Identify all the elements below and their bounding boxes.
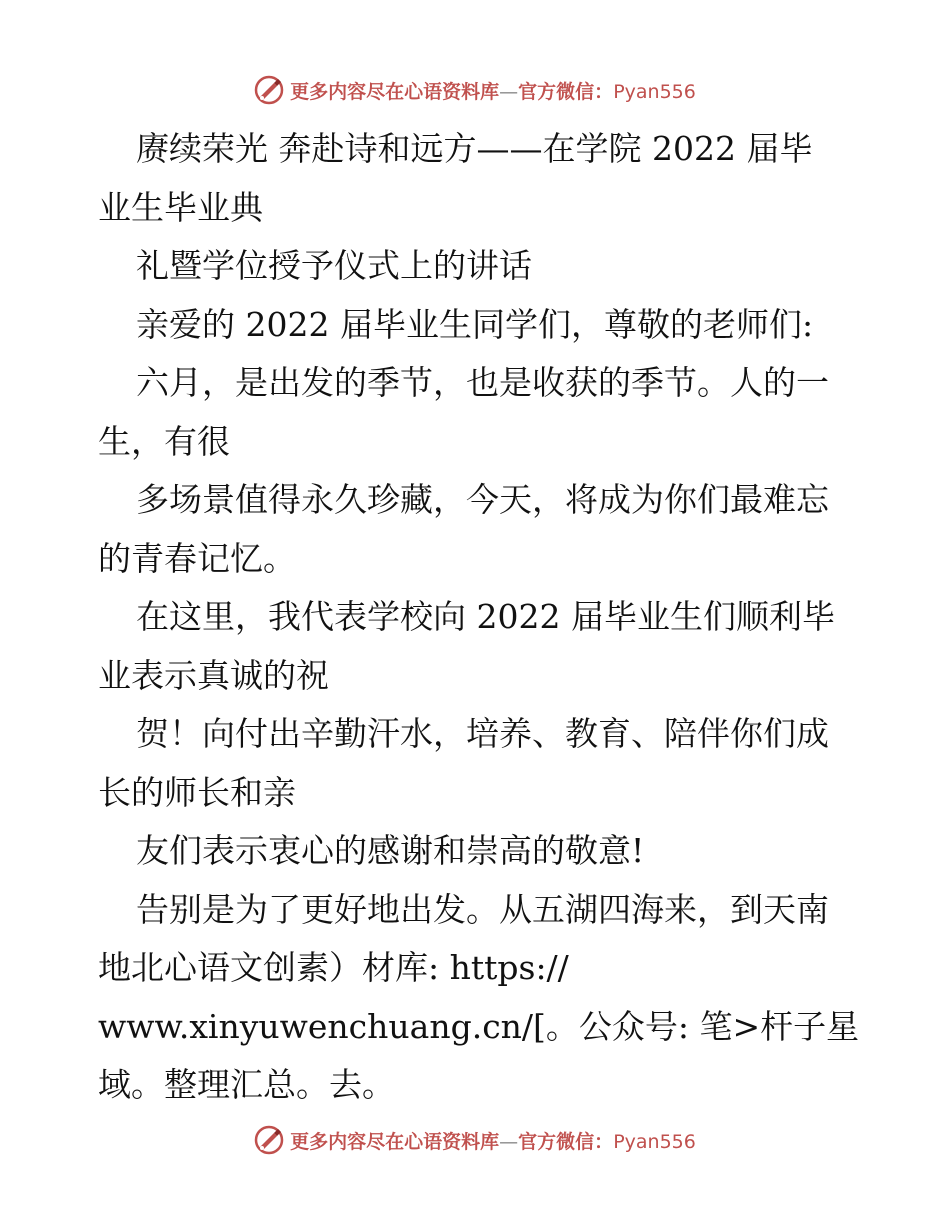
text-line: 礼暨学位授予仪式上的讲话 xyxy=(136,246,532,285)
text-line: 生，有很 xyxy=(98,421,230,461)
pen-logo-icon xyxy=(254,75,284,105)
text-line: 告别是为了更好地出发。从五湖四海来，到天南 xyxy=(136,889,829,929)
document-body xyxy=(98,120,858,1115)
text-line: 业生毕业典 xyxy=(98,187,263,227)
footer-watermark-banner xyxy=(0,1120,950,1160)
text-line: 业表示真诚的祝 xyxy=(98,655,329,695)
text-line: 贺！向付出辛勤汗水，培养、教育、陪伴你们成 xyxy=(136,714,829,753)
text-line: 多场景值得永久珍藏，今天，将成为你们最难忘 xyxy=(136,480,829,519)
text-line: 域。整理汇总。去。 xyxy=(98,1065,395,1104)
banner-main-text: 更多内容尽在心语资料库 xyxy=(290,80,500,103)
text-line: 长的师长和亲 xyxy=(98,772,296,812)
text-line: 在这里，我代表学校向 2022 届毕业生们顺利毕 xyxy=(136,597,835,636)
text-line: 亲爱的 2022 届毕业生同学们，尊敬的老师们: xyxy=(136,304,814,344)
banner-wechat-id: Pyan556 xyxy=(613,80,696,103)
header-watermark-banner xyxy=(0,70,950,110)
banner-separator: — xyxy=(499,80,519,103)
text-line: 地北心语文创素）材库: https:// xyxy=(98,948,569,987)
banner-separator: — xyxy=(499,1130,519,1153)
banner-wechat-label: 官方微信： xyxy=(518,80,614,103)
text-line: 友们表示衷心的感谢和崇高的敬意! xyxy=(136,831,645,870)
banner-main-text: 更多内容尽在心语资料库 xyxy=(290,1130,500,1153)
text-line: 赓续荣光 奔赴诗和远方——在学院 2022 届毕 xyxy=(136,129,813,168)
text-line: 六月，是出发的季节，也是收获的季节。人的一 xyxy=(136,363,829,402)
banner-wechat-id: Pyan556 xyxy=(613,1130,696,1153)
banner-wechat-label: 官方微信： xyxy=(518,1130,614,1153)
text-line: www.xinyuwenchuang.cn/[。公众号: 笔>杆子星 xyxy=(98,1006,860,1046)
text-line: 的青春记忆。 xyxy=(98,538,296,578)
pen-logo-icon xyxy=(254,1125,284,1155)
